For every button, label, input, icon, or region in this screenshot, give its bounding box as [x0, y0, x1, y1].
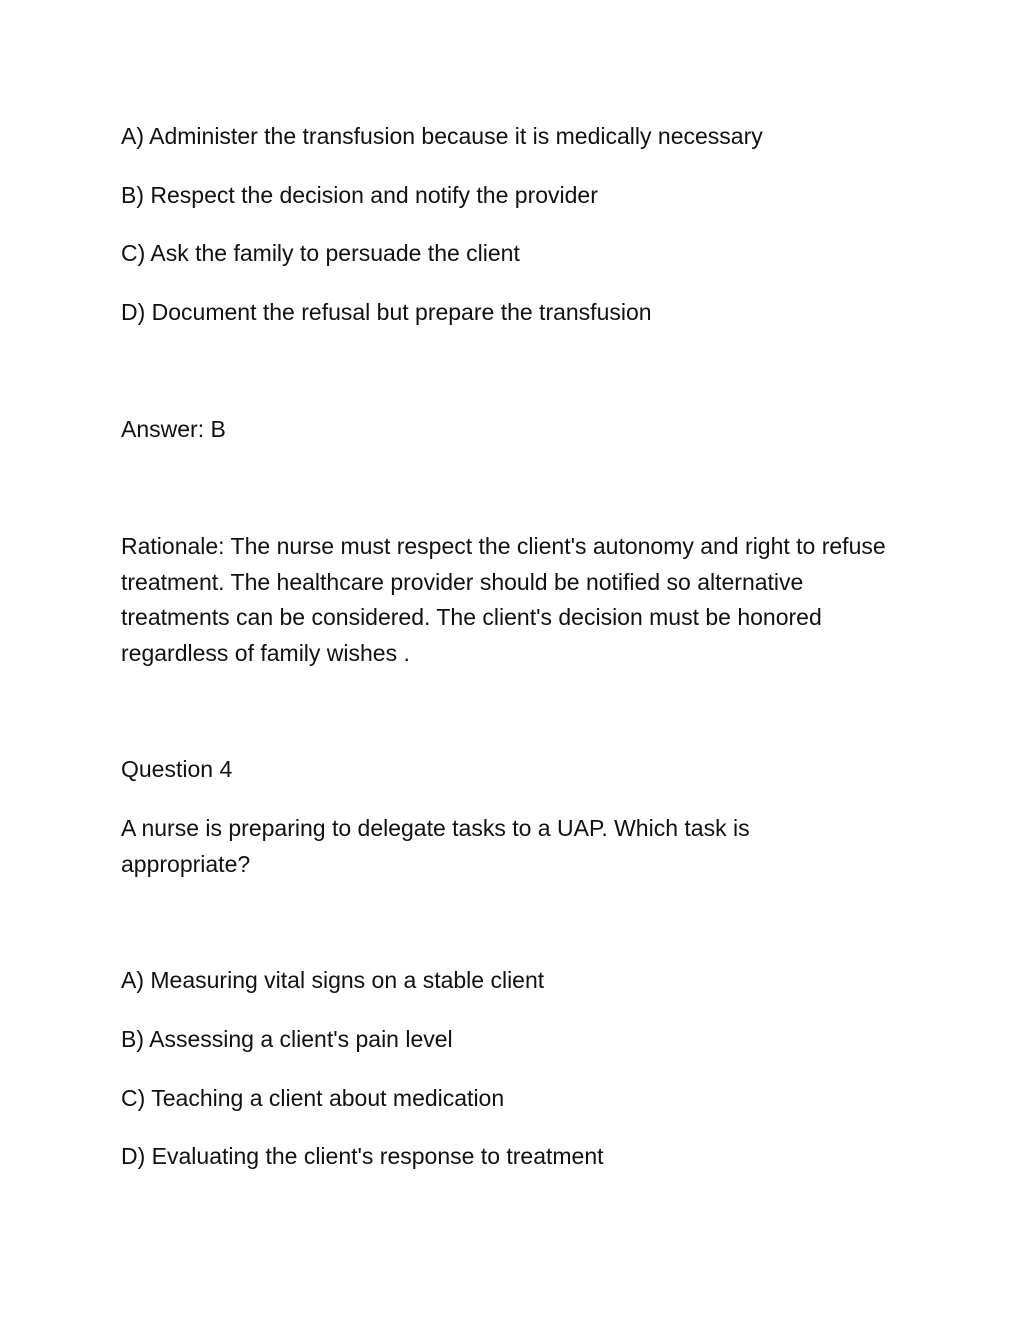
rationale-text: Rationale: The nurse must respect the client's autonomy and right to refuse treatment. The healthcare provider should be notified so alternative treatments can be considered. The client's decision must be honored regardless of family wishes . — [121, 533, 886, 666]
question-stem: A nurse is preparing to delegate tasks to a UAP. Which task is appropriate? — [121, 815, 750, 877]
option-b: B) Assessing a client's pain level — [121, 1026, 453, 1052]
option-a: A) Measuring vital signs on a stable client — [121, 967, 545, 993]
question-heading: Question 4 — [121, 756, 233, 782]
option-a: A) Administer the transfusion because it is medically necessary — [121, 123, 763, 149]
option-d: D) Document the refusal but prepare the transfusion — [121, 299, 652, 325]
option-c: C) Teaching a client about medication — [121, 1085, 505, 1111]
option-b: B) Respect the decision and notify the provider — [121, 182, 598, 208]
option-d: D) Evaluating the client's response to treatment — [121, 1143, 604, 1169]
option-c: C) Ask the family to persuade the client — [121, 240, 520, 266]
answer-text: Answer: B — [121, 416, 226, 442]
